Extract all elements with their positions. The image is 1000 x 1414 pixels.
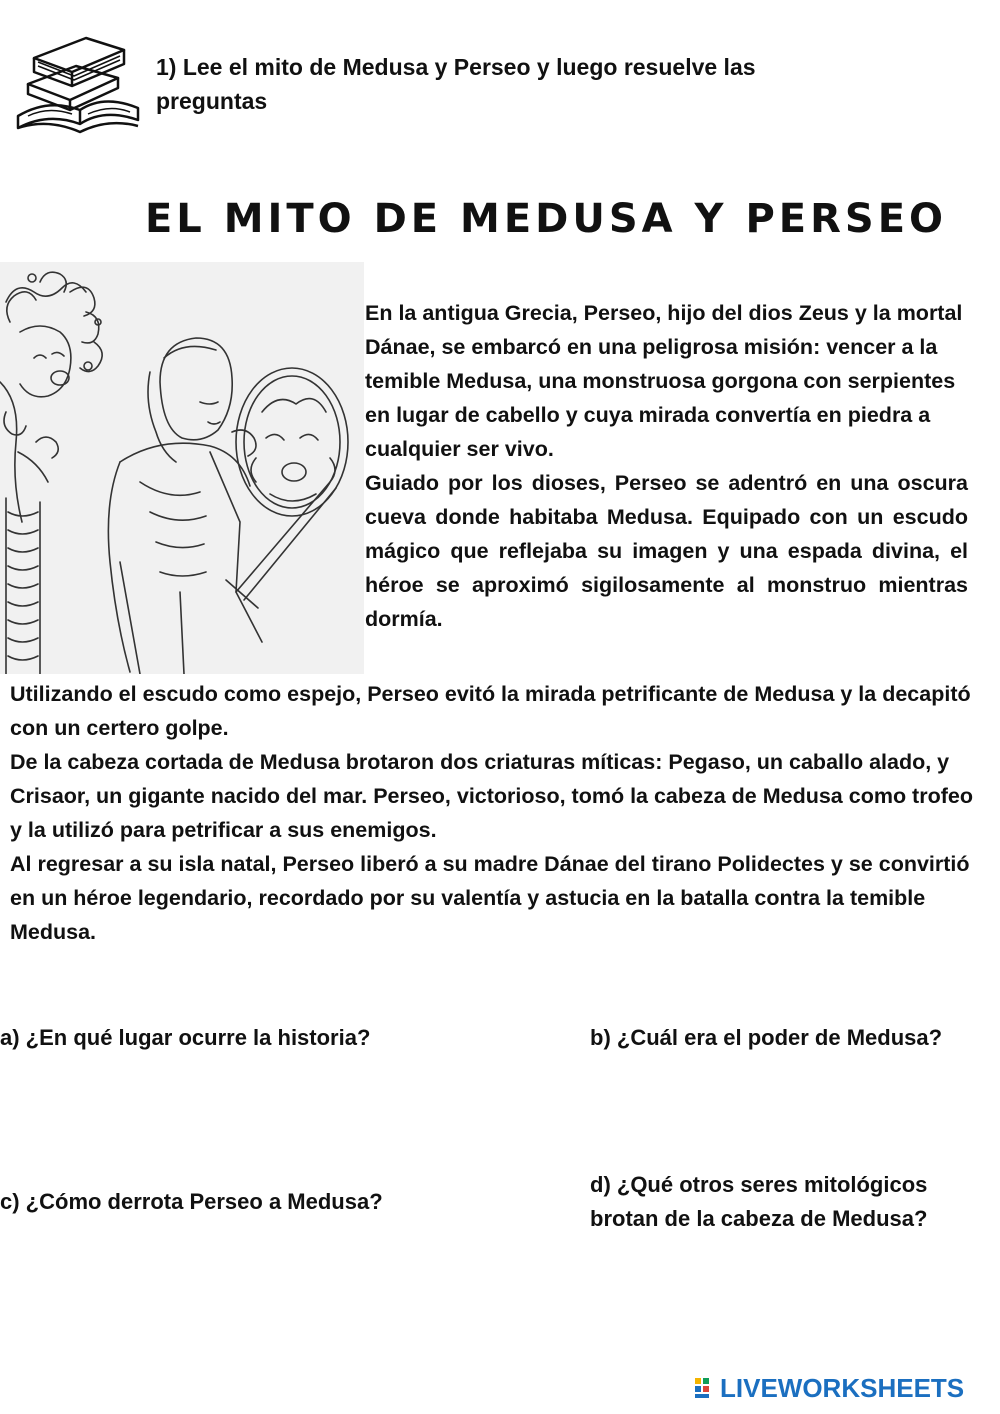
- liveworksheets-logo-icon: [694, 1376, 718, 1400]
- liveworksheets-text: LIVEWORKSHEETS: [720, 1372, 965, 1403]
- story-paragraph-4: De la cabeza cortada de Medusa brotaron dos criaturas míticas: Pegaso, un caballo alado, y Crisaor, un gigante nacido del mar. Perseo, victorioso, tomó la cabeza de Medusa como trofeo y la utilizó para petrificar a sus enemigos.: [10, 750, 973, 842]
- books-icon: [14, 28, 142, 140]
- question-b: b) ¿Cuál era el poder de Medusa?: [590, 1025, 943, 1050]
- story-paragraph-2: Guiado por los dioses, Perseo se adentró en una oscura cueva donde habitaba Medusa. Equipado con un escudo mágico que reflejaba su imagen y una espada divina, el héroe se aproximó sigilosamente al monstruo mientras dormía.: [365, 471, 968, 631]
- question-d: d) ¿Qué otros seres mitológicos brotan de la cabeza de Medusa?: [590, 1172, 928, 1231]
- instruction-text: 1) Lee el mito de Medusa y Perseo y luego resuelve las preguntas: [156, 54, 756, 114]
- question-a: a) ¿En qué lugar ocurre la historia?: [0, 1025, 371, 1050]
- question-c: c) ¿Cómo derrota Perseo a Medusa?: [0, 1189, 383, 1214]
- story-paragraph-1: En la antigua Grecia, Perseo, hijo del dios Zeus y la mortal Dánae, se embarcó en una peligrosa misión: vencer a la temible Medusa, una monstruosa gorgona con serpientes en lugar de cabello y cuya mirada convertía en piedra a cualquier ser vivo.: [365, 301, 963, 461]
- page-title: EL MITO DE MEDUSA Y PERSEO: [144, 196, 948, 242]
- medusa-perseus-illustration: [0, 262, 364, 674]
- liveworksheets-branding[interactable]: [694, 1372, 964, 1404]
- story-full-column: [10, 677, 985, 949]
- story-paragraph-5: Al regresar a su isla natal, Perseo liberó a su madre Dánae del tirano Polidectes y se convirtió en un héroe legendario, recordado por su valentía y astucia en la batalla contra la temible Medusa.: [10, 852, 970, 944]
- story-paragraph-3: Utilizando el escudo como espejo, Perseo evitó la mirada petrificante de Medusa y la decapitó con un certero golpe.: [10, 682, 971, 740]
- story-right-column: [365, 296, 968, 636]
